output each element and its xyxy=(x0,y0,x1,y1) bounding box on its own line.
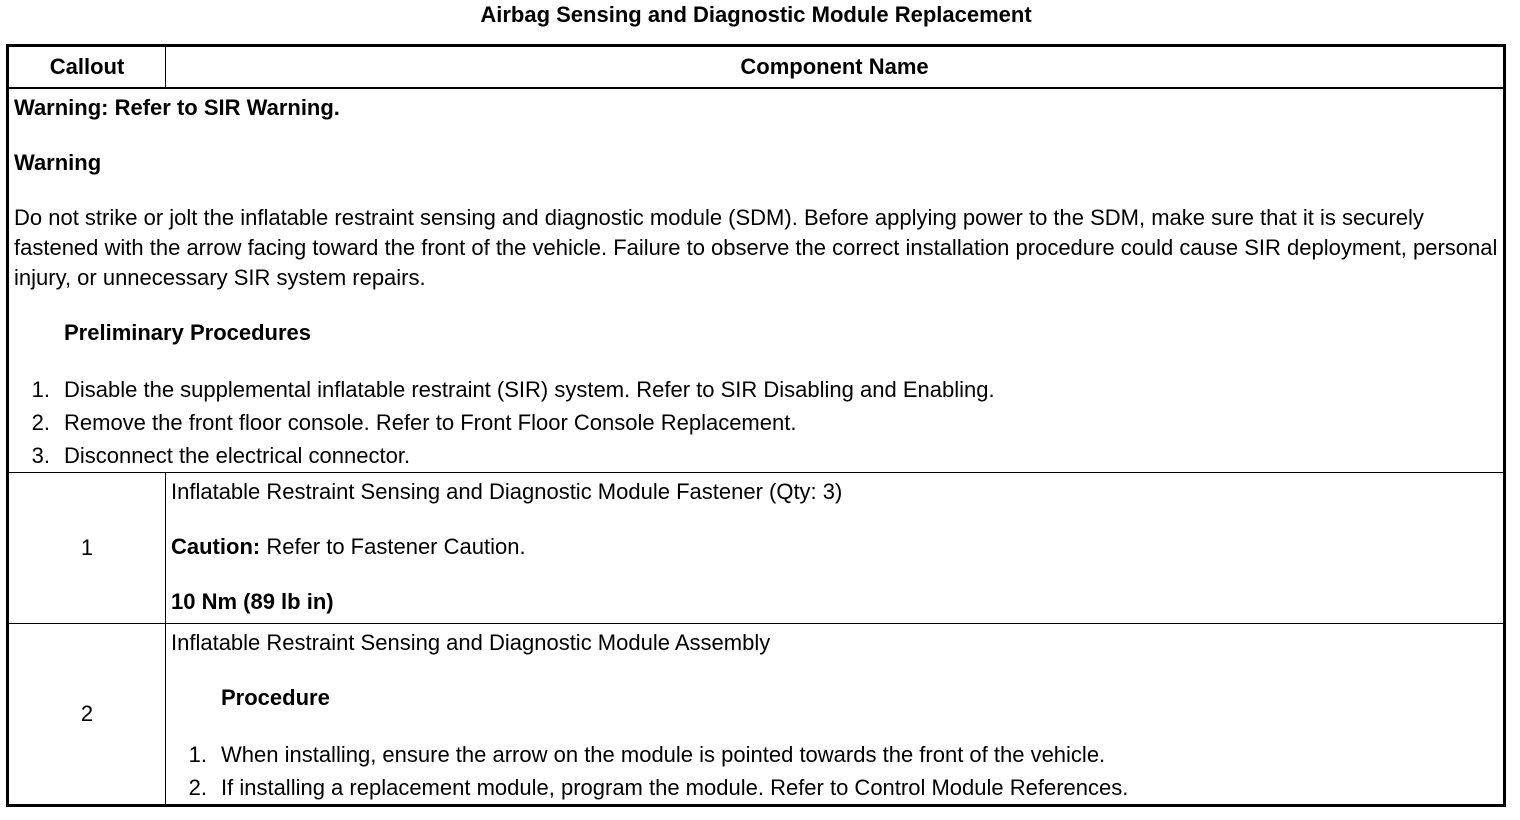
caution-label: Caution: xyxy=(171,534,261,559)
component-name: Inflatable Restraint Sensing and Diagnostic Module Fastener (Qty: 3) xyxy=(171,479,843,504)
table-row xyxy=(8,473,1505,624)
step-text: Disable the supplemental inflatable restraint (SIR) system. Refer to SIR Disabling and Enabling. xyxy=(64,377,995,402)
preamble-row xyxy=(8,88,1505,473)
table-header-row xyxy=(8,46,1505,89)
list-item xyxy=(171,771,1498,804)
procedure-steps-list xyxy=(171,738,1498,804)
step-number: 3. xyxy=(31,443,50,468)
component-name-column-header: Component Name xyxy=(166,46,1505,89)
step-number: 2. xyxy=(31,410,50,435)
procedure-heading: Procedure xyxy=(221,685,330,710)
torque-spec: 10 Nm (89 lb in) xyxy=(171,589,334,614)
preliminary-steps-list xyxy=(14,373,1498,472)
preamble-cell xyxy=(8,88,1505,473)
list-item xyxy=(14,439,1498,472)
callout-cell: 1 xyxy=(8,473,166,624)
page-title: Airbag Sensing and Diagnostic Module Replacement xyxy=(480,2,1032,27)
step-number: 2. xyxy=(188,775,207,800)
component-cell xyxy=(166,624,1505,806)
step-number: 1. xyxy=(31,377,50,402)
warning-reference: Warning: Refer to SIR Warning. xyxy=(14,95,340,120)
step-number: 1. xyxy=(188,742,207,767)
callout-cell: 2 xyxy=(8,624,166,806)
step-text: If installing a replacement module, program the module. Refer to Control Module References. xyxy=(221,775,1129,800)
list-item xyxy=(171,738,1498,771)
step-text: Remove the front floor console. Refer to Front Floor Console Replacement. xyxy=(64,410,797,435)
caution-note xyxy=(171,532,1498,562)
list-item xyxy=(14,406,1498,439)
warning-text: Do not strike or jolt the inflatable restraint sensing and diagnostic module (SDM). Before applying power to the SDM, make sure that it is securely fastened with the arrow facing toward the front of the vehicle. Failure to observe the correct installation procedure could cause SIR deployment, personal injury, or unnecessary SIR system repairs. xyxy=(14,205,1498,290)
caution-text: Refer to Fastener Caution. xyxy=(260,534,526,559)
component-cell xyxy=(166,473,1505,624)
warning-heading: Warning xyxy=(14,150,102,175)
procedure-table xyxy=(6,44,1506,807)
preliminary-procedures-heading: Preliminary Procedures xyxy=(64,320,312,345)
step-text: When installing, ensure the arrow on the module is pointed towards the front of the vehicle. xyxy=(221,742,1106,767)
callout-column-header: Callout xyxy=(8,46,166,89)
list-item xyxy=(14,373,1498,406)
table-row xyxy=(8,624,1505,806)
step-text: Disconnect the electrical connector. xyxy=(64,443,411,468)
component-name: Inflatable Restraint Sensing and Diagnostic Module Assembly xyxy=(171,630,771,655)
